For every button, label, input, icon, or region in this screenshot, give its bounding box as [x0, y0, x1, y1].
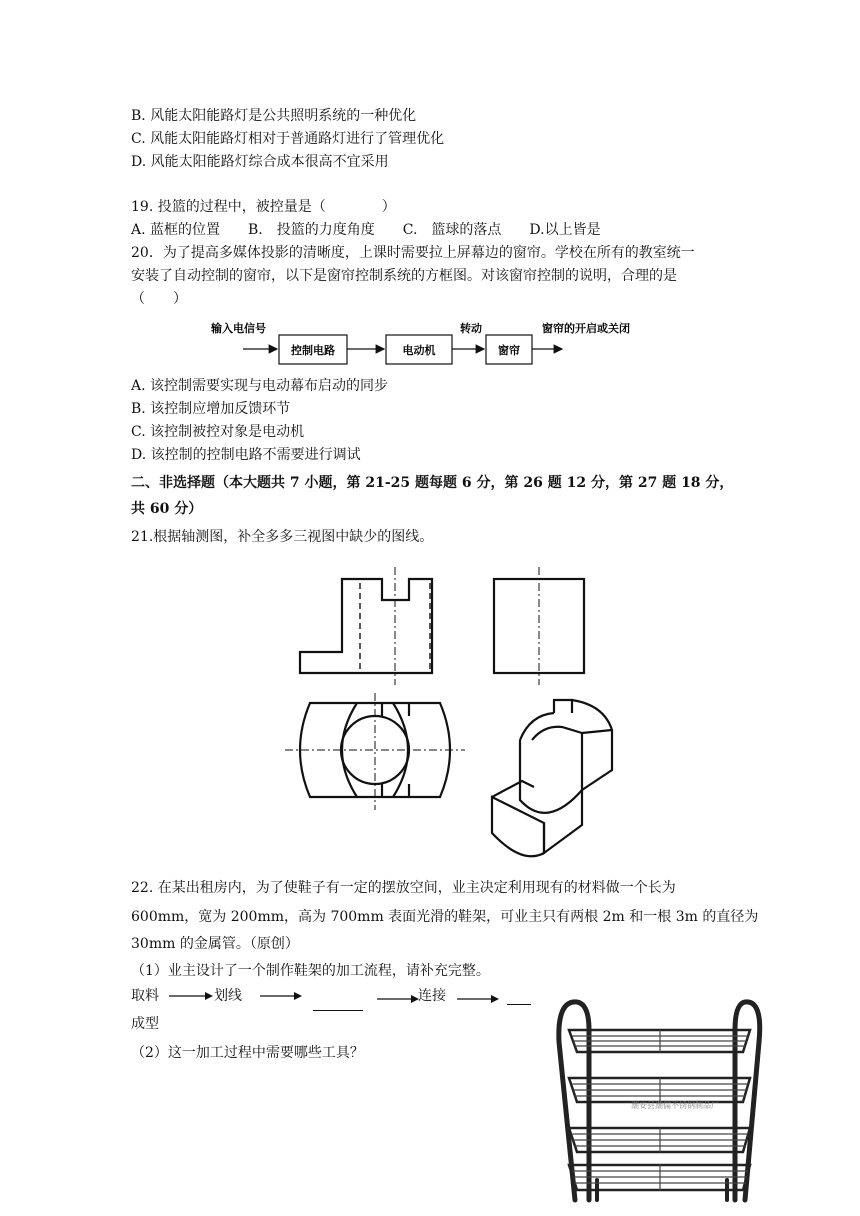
curtain-control-block-diagram — [205, 318, 655, 373]
q20-option-b: B. 该控制应增加反馈环节 — [131, 401, 291, 417]
q20-stem-line3: （ ） — [131, 291, 187, 307]
q18-option-c: C. 风能太阳能路灯相对于普通路灯进行了管理优化 — [131, 131, 445, 147]
flow-blank-1[interactable] — [313, 1010, 363, 1011]
q22-stem-line1: 22. 在某出租房内，为了使鞋子有一定的摆放空间，业主决定利用现有的材料做一个长为 — [131, 880, 676, 896]
diagram-box1-label: 控制电路 — [291, 344, 335, 357]
three-view-drawing — [282, 565, 662, 865]
q18-option-d: D. 风能太阳能路灯综合成本很高不宜采用 — [131, 154, 389, 170]
section2-heading-line1: 二、非选择题（本大题共 7 小题，第 21-25 题每题 6 分，第 26 题 12 分，第 27 题 18 分， — [131, 475, 734, 491]
diagram-output-label: 窗帘的开启或关闭 — [542, 322, 630, 335]
flow-step-forming: 成型 — [131, 1016, 159, 1032]
q20-stem-line1: 20．为了提高多媒体投影的清晰度，上课时需要拉上屏幕边的窗帘。学校在所有的教室统一 — [131, 245, 695, 261]
q22-sub2: （2）这一加工过程中需要哪些工具？ — [131, 1045, 364, 1061]
q20-option-c: C. 该控制被控对象是电动机 — [131, 424, 305, 440]
q19-stem: 19. 投篮的过程中，被控量是（ ） — [131, 199, 396, 215]
q22-sub1: （1）业主设计了一个制作鞋架的加工流程，请补充完整。 — [131, 963, 490, 979]
flow-step-take-material: 取料 — [131, 988, 159, 1004]
q19-options: A. 蓝框的位置 B. 投篮的力度角度 C. 篮球的落点 D.以上皆是 — [131, 222, 601, 238]
shoe-rack-photo — [545, 990, 770, 1208]
q22-stem-line3: 30mm 的金属管。（原创） — [131, 936, 299, 952]
flow-step-marking: 划线 — [214, 988, 242, 1004]
flow-blank-2[interactable] — [507, 1004, 531, 1005]
flow-arrow-4 — [455, 991, 501, 1007]
q20-stem-line2: 安装了自动控制的窗帘，以下是窗帘控制系统的方框图。对该窗帘控制的说明，合理的是 — [131, 268, 677, 284]
flow-step-connect: 连接 — [418, 988, 446, 1004]
q18-option-b: B. 风能太阳能路灯是公共照明系统的一种优化 — [131, 108, 417, 124]
q20-option-a: A. 该控制需要实现与电动幕布启动的同步 — [131, 378, 389, 394]
photo-watermark-text: 潮安县潮儒不锈钢制品厂 — [631, 1101, 719, 1110]
flow-arrow-1 — [167, 988, 217, 1004]
flow-arrow-2 — [258, 988, 304, 1004]
diagram-middle-label: 转动 — [460, 322, 482, 335]
q20-option-d: D. 该控制的控制电路不需要进行调试 — [131, 447, 361, 463]
diagram-box2-label: 电动机 — [402, 344, 436, 357]
diagram-input-label: 输入电信号 — [211, 322, 266, 335]
q22-stem-line2: 600mm，宽为 200mm，高为 700mm 表面光滑的鞋架，可业主只有两根 2m 和一根 3m 的直径为 — [131, 909, 759, 925]
section2-heading-line2: 共 60 分） — [131, 501, 203, 517]
flow-arrow-3 — [375, 991, 421, 1007]
diagram-box3-label: 窗帘 — [498, 344, 520, 357]
q21-stem: 21.根据轴测图，补全多多三视图中缺少的图线。 — [131, 529, 434, 545]
